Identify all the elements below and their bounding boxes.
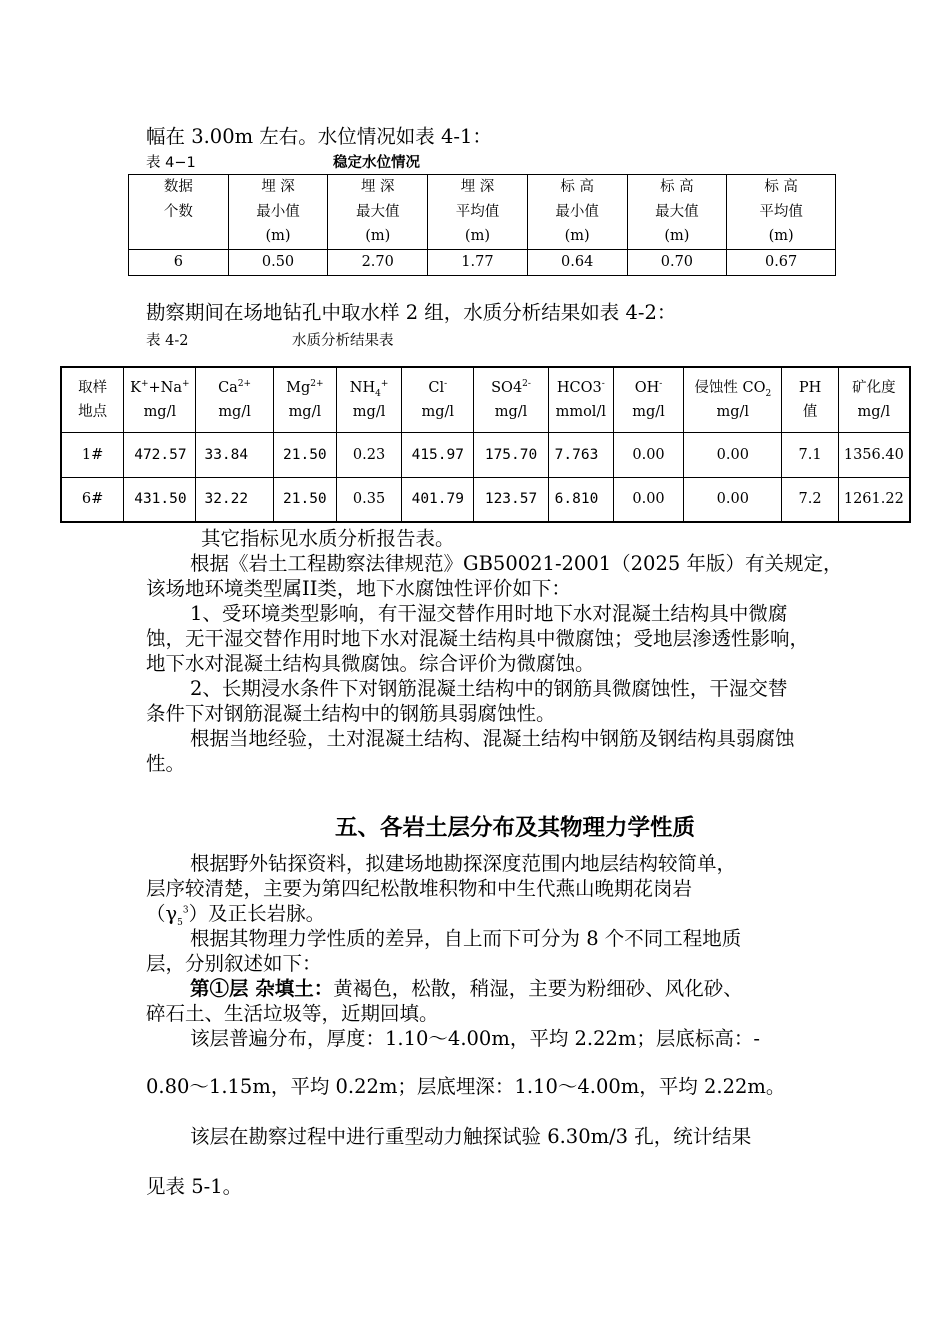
water-sample-line: 勘察期间在场地钻孔中取水样 2 组，水质分析结果如表 4-2： bbox=[146, 301, 677, 324]
section-line: 该层在勘察过程中进行重型动力触探试验 6.30m/3 孔，统计结果 bbox=[190, 1125, 752, 1148]
table1-header-cell: 标 高 最小值 (m) bbox=[527, 175, 627, 250]
table2-cell: 6# bbox=[61, 477, 124, 522]
table2-cell: 7.763 bbox=[548, 432, 613, 477]
table1-header-cell: 埋 深 最小值 (m) bbox=[228, 175, 328, 250]
paragraph-item2-line2: 条件下对钢筋混凝土结构中的钢筋具弱腐蚀性。 bbox=[146, 702, 556, 725]
water-quality-table bbox=[60, 366, 911, 523]
section-line: 碎石土、生活垃圾等，近期回填。 bbox=[146, 1002, 439, 1025]
table1-header-cell: 埋 深 最大值 (m) bbox=[328, 175, 428, 250]
table2-cell: 1# bbox=[61, 432, 124, 477]
table2-row bbox=[61, 477, 910, 522]
table1-cell: 6 bbox=[129, 250, 229, 276]
section-line: 层，分别叙述如下： bbox=[146, 952, 322, 975]
intro-line: 幅在 3.00m 左右。水位情况如表 4-1： bbox=[146, 125, 492, 148]
section-line: 0.80～1.15m，平均 0.22m；层底埋深：1.10～4.00m，平均 2.22m。 bbox=[146, 1075, 786, 1098]
layer1-title: 第①层 杂填土： bbox=[190, 977, 334, 1000]
paragraph-item1-line1: 1、受环境类型影响，有干湿交替作用时地下水对混凝土结构具中微腐 bbox=[190, 602, 788, 625]
table2-header-cell: OH- mg/l bbox=[613, 367, 683, 432]
paragraph-local-line1: 根据当地经验，土对混凝土结构、混凝土结构中钢筋及钢结构具弱腐蚀 bbox=[190, 727, 795, 750]
layer1-description: 第①层 杂填土：黄褐色，松散，稍湿，主要为粉细砂、风化砂、 bbox=[190, 977, 743, 1000]
table2-cell: 6.810 bbox=[548, 477, 613, 522]
table2-header-cell: $Mg^{2+}$ mg/l bbox=[273, 367, 336, 432]
section-line: 见表 5-1。 bbox=[146, 1175, 243, 1198]
table2-header-cell: K++Na+ mg/l bbox=[124, 367, 196, 432]
table2-cell: 0.00 bbox=[684, 477, 782, 522]
table2-cell: 431.50 bbox=[124, 477, 196, 522]
paragraph-other-indicators: 其它指标见水质分析报告表。 bbox=[201, 527, 455, 550]
table2-cell: 0.23 bbox=[336, 432, 401, 477]
table1-header-cell: 数据 个数 bbox=[129, 175, 229, 250]
table1-header-cell: 埋 深 平均值 (m) bbox=[428, 175, 528, 250]
table2-cell: 7.2 bbox=[782, 477, 838, 522]
table2-header-cell: $NH_4^+$ mg/l bbox=[336, 367, 401, 432]
paragraph-local-line2: 性。 bbox=[146, 752, 186, 775]
table2-header-cell: 矿化度 mg/l bbox=[838, 367, 910, 432]
table1-cell: 0.64 bbox=[527, 250, 627, 276]
paragraph-item1-line2: 蚀，无干湿交替作用时地下水对混凝土结构具中微腐蚀；受地层渗透性影响， bbox=[146, 627, 810, 650]
table2-cell: 21.50 bbox=[273, 477, 336, 522]
table1-cell: 0.50 bbox=[228, 250, 328, 276]
table2-cell: 0.00 bbox=[613, 477, 683, 522]
paragraph-item2-line1: 2、长期浸水条件下对钢筋混凝土结构中的钢筋具微腐蚀性，干湿交替 bbox=[190, 677, 788, 700]
section-line: 该层普遍分布，厚度：1.10～4.00m，平均 2.22m；层底标高：- bbox=[190, 1027, 761, 1050]
section-line: 根据野外钻探资料，拟建场地勘探深度范围内地层结构较简单， bbox=[190, 852, 737, 875]
table2-title: 水质分析结果表 bbox=[292, 333, 394, 349]
table2-cell: 472.57 bbox=[124, 432, 196, 477]
table2-header-cell: 侵蚀性 $CO_2$ mg/l bbox=[684, 367, 782, 432]
table2-header-cell: $Ca^{2+}$ mg/l bbox=[196, 367, 273, 432]
table2-header-cell: Cl- mg/l bbox=[402, 367, 474, 432]
table2-cell: 175.70 bbox=[474, 432, 548, 477]
table1-cell: 0.70 bbox=[627, 250, 727, 276]
section-line: 层序较清楚，主要为第四纪松散堆积物和中生代燕山晚期花岗岩 bbox=[146, 877, 693, 900]
water-level-table bbox=[128, 174, 836, 276]
table2-cell: 401.79 bbox=[402, 477, 474, 522]
table1-header-cell: 标 高 平均值 (m) bbox=[727, 175, 836, 250]
section-line-granite: $(\gamma_5^3)$及正长岩脉。 bbox=[146, 902, 326, 928]
table1-cell: 0.67 bbox=[727, 250, 836, 276]
table1-header-row bbox=[129, 175, 836, 250]
table2-cell: 123.57 bbox=[474, 477, 548, 522]
table1-cell: 2.70 bbox=[328, 250, 428, 276]
table1-title: 稳定水位情况 bbox=[333, 155, 420, 171]
table2-header-cell: HCO3- mmol/l bbox=[548, 367, 613, 432]
paragraph-norm-line2: 该场地环境类型属II类，地下水腐蚀性评价如下： bbox=[146, 577, 571, 600]
table2-cell: 0.00 bbox=[684, 432, 782, 477]
table2-cell: 1261.22 bbox=[838, 477, 910, 522]
paragraph-norm-line1: 根据《岩土工程勘察法律规范》GB50021-2001（2025 年版）有关规定， bbox=[190, 552, 843, 575]
table2-cell: 21.50 bbox=[273, 432, 336, 477]
table2-header-cell: PH 值 bbox=[782, 367, 838, 432]
table2-header-cell: 取样 地点 bbox=[61, 367, 124, 432]
paragraph-item1-line3: 地下水对混凝土结构具微腐蚀。综合评价为微腐蚀。 bbox=[146, 652, 595, 675]
table1-data-row bbox=[129, 250, 836, 276]
table2-cell: 32.22 bbox=[196, 477, 273, 522]
table1-label: 表 4−1 bbox=[146, 155, 196, 171]
table2-cell: 415.97 bbox=[402, 432, 474, 477]
table1-header-cell: 标 高 最大值 (m) bbox=[627, 175, 727, 250]
table2-header-cell: $SO4^{2-}$ mg/l bbox=[474, 367, 548, 432]
table2-row bbox=[61, 432, 910, 477]
table1-cell: 1.77 bbox=[428, 250, 528, 276]
table2-header-row bbox=[61, 367, 910, 432]
table2-cell: 7.1 bbox=[782, 432, 838, 477]
table2-cell: 1356.40 bbox=[838, 432, 910, 477]
table2-label: 表 4-2 bbox=[146, 333, 189, 349]
table2-cell: 33.84 bbox=[196, 432, 273, 477]
table2-cell: 0.00 bbox=[613, 432, 683, 477]
section-heading: 五、各岩土层分布及其物理力学性质 bbox=[334, 815, 695, 841]
table2-cell: 0.35 bbox=[336, 477, 401, 522]
section-line: 根据其物理力学性质的差异，自上而下可分为 8 个不同工程地质 bbox=[190, 927, 742, 950]
